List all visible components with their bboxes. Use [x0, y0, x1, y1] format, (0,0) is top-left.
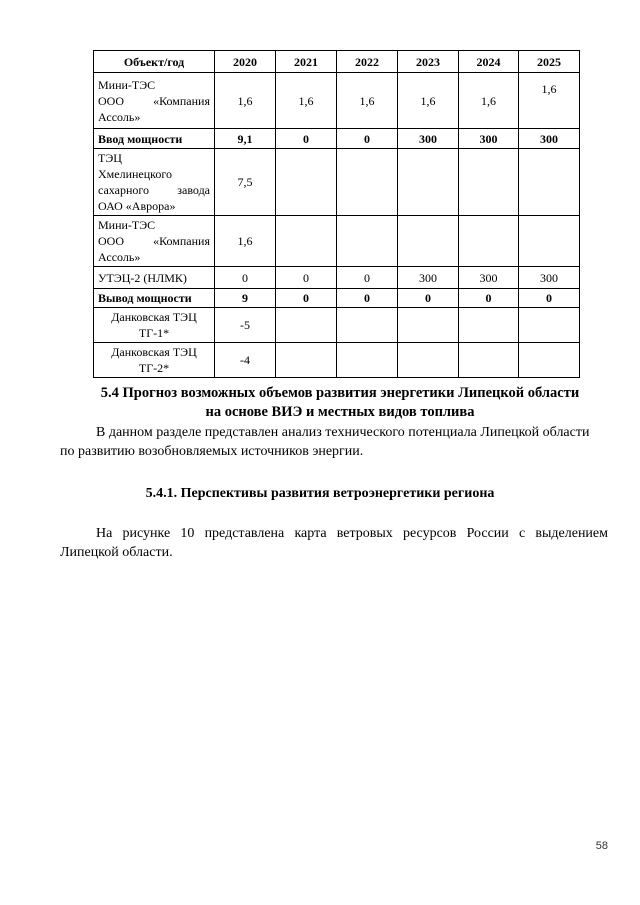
header-year-2021: 2021 [276, 51, 337, 73]
table-row [94, 267, 580, 289]
table-cell [519, 149, 580, 216]
table-cell [337, 149, 398, 216]
intro-paragraph [60, 423, 608, 461]
table-cell: 1,6 [215, 216, 276, 267]
table-cell: 9 [215, 289, 276, 308]
paragraph-line: На рисунке 10 представлена карта ветровых ресурсов России с выделением [96, 526, 608, 541]
table-cell: -4 [215, 343, 276, 378]
table-row [94, 216, 580, 267]
row-label: УТЭЦ-2 (НЛМК) [94, 267, 215, 289]
row-label-line: сахарного завода [98, 183, 210, 197]
table-cell: 1,6 [398, 73, 459, 129]
table-cell [337, 308, 398, 343]
table-row [94, 308, 580, 343]
subsection-heading: 5.4.1. Перспективы развития ветроэнергетики региона [145, 486, 495, 501]
table-cell [398, 216, 459, 267]
table-cell [519, 343, 580, 378]
row-label [94, 308, 215, 343]
section-heading-line: на основе ВИЭ и местных видов топлива [205, 404, 475, 420]
table-cell: 300 [398, 267, 459, 289]
row-label-line: ООО «Компания [98, 93, 210, 108]
header-year-2024: 2024 [459, 51, 519, 73]
table-cell [459, 308, 519, 343]
table-cell [337, 216, 398, 267]
row-label-line: ТГ-2* [138, 361, 170, 375]
table-cell [398, 149, 459, 216]
table-row [94, 73, 580, 129]
table-cell: 0 [398, 289, 459, 308]
header-year-2022: 2022 [337, 51, 398, 73]
row-label [94, 149, 215, 216]
table-cell [276, 216, 337, 267]
table-cell [459, 149, 519, 216]
table-cell: 0 [276, 267, 337, 289]
section-heading-line: 5.4 Прогноз возможных объемов развития энергетики Липецкой области [100, 385, 580, 401]
section-heading [60, 384, 620, 422]
table-cell [459, 216, 519, 267]
table-cell: 7,5 [215, 149, 276, 216]
table-cell [276, 343, 337, 378]
table-cell: 0 [276, 129, 337, 149]
header-year-2023: 2023 [398, 51, 459, 73]
row-label-line: Ассоль» [98, 109, 141, 124]
table-cell [519, 216, 580, 267]
page-number: 58 [595, 840, 608, 852]
table-cell: 1,6 [276, 73, 337, 129]
capacity-table [93, 50, 580, 378]
table-cell: 0 [337, 289, 398, 308]
table-cell: 0 [337, 129, 398, 149]
header-year-2025: 2025 [519, 51, 580, 73]
table-cell [398, 343, 459, 378]
table-cell [276, 308, 337, 343]
table-cell: 300 [519, 129, 580, 149]
row-label: Вывод мощности [94, 289, 215, 308]
table-cell: 300 [398, 129, 459, 149]
table-cell [519, 308, 580, 343]
paragraph-line: Липецкой области. [60, 545, 173, 560]
header-object-year: Объект/год [94, 51, 215, 73]
row-label-line: Данковская ТЭЦ [111, 310, 197, 324]
row-label-line: ОАО «Аврора» [98, 199, 176, 213]
row-label [94, 216, 215, 267]
figure-reference-paragraph [60, 524, 608, 562]
table-cell: 300 [459, 129, 519, 149]
header-year-2020: 2020 [215, 51, 276, 73]
table-cell: 0 [215, 267, 276, 289]
table-cell: 0 [337, 267, 398, 289]
table-cell: 1,6 [337, 73, 398, 129]
table-cell: 0 [276, 289, 337, 308]
table-row [94, 129, 580, 149]
paragraph-line: В данном разделе представлен анализ технического потенциала Липецкой области [96, 425, 590, 440]
paragraph-line: по развитию возобновляемых источников энергии. [60, 444, 364, 459]
row-label-line: Хмелинецкого [98, 167, 173, 181]
row-label: Ввод мощности [94, 129, 215, 149]
table-cell: 1,6 [215, 73, 276, 129]
table-cell: -5 [215, 308, 276, 343]
table-row [94, 149, 580, 216]
row-label [94, 343, 215, 378]
table-cell: 1,6 [459, 73, 519, 129]
table-cell [276, 149, 337, 216]
row-label-line: Данковская ТЭЦ [111, 345, 197, 359]
row-label-line: ТГ-1* [138, 326, 170, 340]
table-cell: 0 [459, 289, 519, 308]
table-cell [398, 308, 459, 343]
table-row [94, 343, 580, 378]
row-label-line: Ассоль» [98, 250, 141, 264]
row-label-line: ООО «Компания [98, 234, 210, 248]
row-label-line: Мини-ТЭС [98, 77, 156, 92]
table-header-row [94, 51, 580, 73]
table-cell: 0 [519, 289, 580, 308]
row-label-line: ТЭЦ [98, 151, 122, 165]
table-cell [459, 343, 519, 378]
table-cell: 300 [519, 267, 580, 289]
table-cell: 300 [459, 267, 519, 289]
table-cell [337, 343, 398, 378]
row-label [94, 73, 215, 129]
table-row [94, 289, 580, 308]
row-label-line: Мини-ТЭС [98, 218, 156, 232]
table-cell: 9,1 [215, 129, 276, 149]
table-cell: 1,6 [519, 73, 580, 129]
